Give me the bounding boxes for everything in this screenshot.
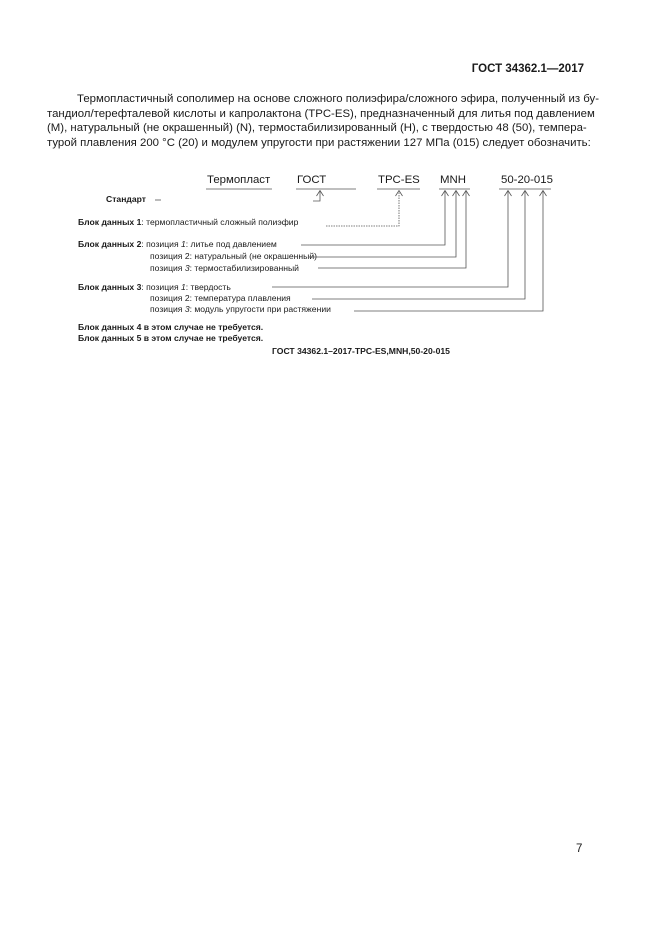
position-number: 3	[184, 263, 190, 273]
page-number: 7	[576, 843, 583, 855]
position-number: 1	[181, 239, 186, 249]
designation-block1: TPC-ES	[378, 174, 420, 186]
block-number: 3	[136, 282, 142, 292]
paragraph-line-2: тандиол/терефталевой кислоты и капролактона (TPC-ES), предназначенный для литья под давлением	[47, 107, 595, 120]
position-word: : позиция	[141, 239, 179, 249]
connector-block2-pos1	[301, 191, 445, 245]
position-description: : твердость	[185, 282, 231, 292]
position-word: позиция	[150, 263, 183, 273]
label-block3-pos1	[78, 282, 231, 292]
position-word: позиция	[150, 304, 183, 314]
label-standard	[106, 194, 146, 204]
connector-block2-pos3	[318, 191, 466, 268]
connector-block3-pos3	[354, 191, 543, 311]
position-number: 1	[181, 282, 186, 292]
label-block2-pos2: позиция 2: натуральный (не окрашенный)	[150, 251, 318, 261]
connector-block3-pos1	[272, 191, 508, 287]
connector-block1	[326, 191, 399, 226]
connector-block3-pos2	[312, 191, 525, 299]
position-description: : литье под давлением	[185, 239, 277, 249]
block-word: Блок данных	[78, 217, 135, 227]
designation-standard: ГОСТ	[297, 174, 327, 186]
note-block4: Блок данных 4 в этом случае не требуется.	[78, 322, 264, 332]
result-designation: ГОСТ 34362.1–2017-TPC-ES,MNH,50-20-015	[272, 346, 450, 356]
designation-word: Термопласт	[207, 174, 271, 186]
paragraph-line-4: турой плавления 200 °С (20) и модулем упругости при растяжении 127 МПа (015) следует обозначить:	[47, 136, 591, 149]
designation-block3: 50-20-015	[501, 174, 553, 186]
note-block5: Блок данных 5 в этом случае не требуется.	[78, 333, 264, 343]
label-block3-pos3	[150, 304, 331, 314]
block-number: 2	[136, 239, 142, 249]
position-word: : позиция	[141, 282, 179, 292]
paragraph-line-1: Термопластичный сополимер на основе сложного полиэфира/сложного эфира, полученный из бу-	[77, 93, 599, 105]
label-block3-pos2: позиция 2: температура плавления	[150, 293, 291, 303]
label-block2-pos1	[78, 239, 277, 249]
block-word: Блок данных	[78, 239, 135, 249]
block-number: 1	[136, 217, 142, 227]
label-block2-pos3	[150, 263, 299, 273]
position-description: : термостабилизированный	[189, 263, 299, 273]
label-standard-text: Стандарт	[106, 194, 146, 204]
paragraph-line-3: (M), натуральный (не окрашенный) (N), термостабилизированный (H), с твердостью 48 (50), темпера-	[47, 122, 587, 135]
connector-standard	[313, 191, 320, 201]
designation-block2: MNH	[440, 174, 466, 186]
intro-paragraph	[47, 92, 599, 150]
position-description: : модуль упругости при растяжении	[189, 304, 331, 314]
label-block1	[78, 217, 298, 227]
document-number-header: ГОСТ 34362.1—2017	[471, 63, 584, 75]
connector-block2-pos2	[308, 191, 456, 257]
block-word: Блок данных	[78, 282, 135, 292]
block1-description: : термопластичный сложный полиэфир	[141, 217, 299, 227]
position-number: 3	[184, 304, 190, 314]
